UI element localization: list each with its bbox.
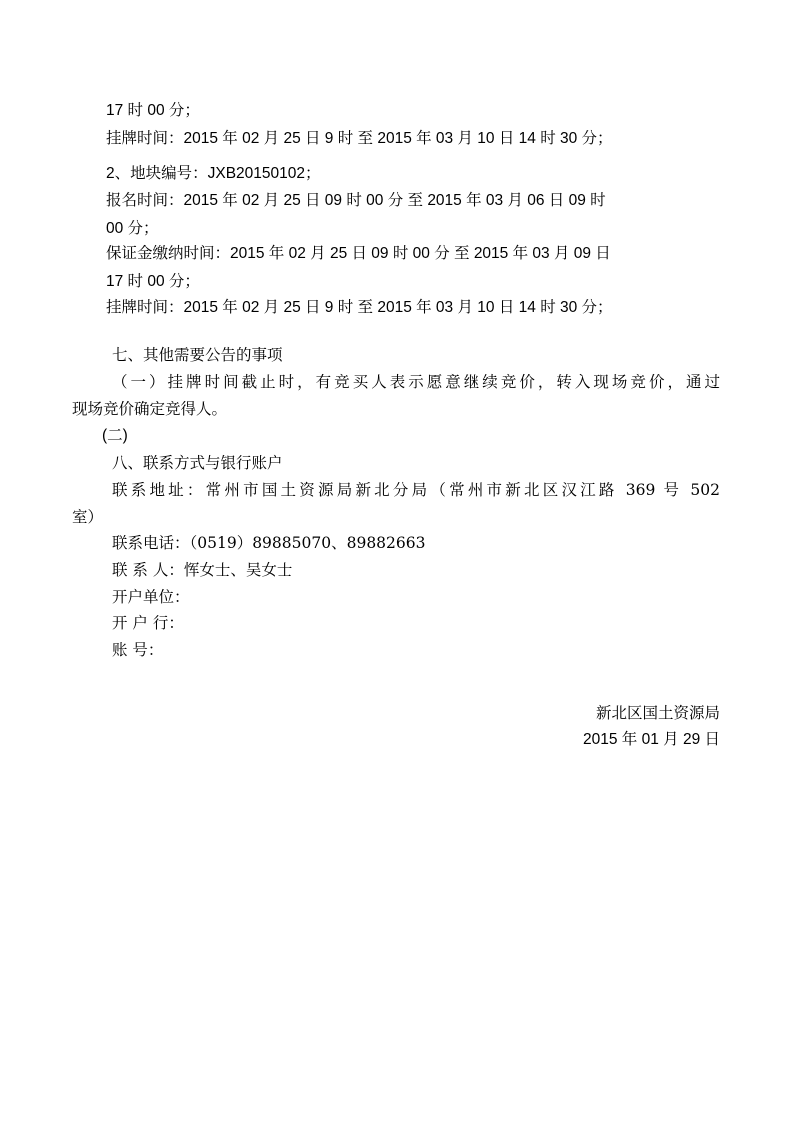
signature-date: 2015 年 01 月 29 日 [583,731,720,748]
contact-address-line2: 室） [72,508,104,526]
deposit-time-line-cont: 17 时 00 分； [106,273,200,290]
listing-time-line: 挂牌时间：2015 年 02 月 25 日 9 时 至 2015 年 03 月 10 日 14 时 30 分； [106,130,613,147]
section-8-heading: 八、联系方式与银行账户 [112,454,283,472]
contact-phone: 联系电话：（0519）89885070、89882663 [112,534,426,552]
contact-person: 联 系 人：恽女士、吴女士 [112,561,293,579]
listing-time-line-2: 挂牌时间：2015 年 02 月 25 日 9 时 至 2015 年 03 月 10 日 14 时 30 分； [106,299,613,316]
bank-name: 开 户 行： [112,614,184,632]
signature-organization: 新北区国土资源局 [595,704,720,722]
account-unit: 开户单位： [112,588,190,606]
section-7-paragraph-line1: （一）挂牌时间截止时，有竞买人表示愿意继续竞价，转入现场竞价，通过 [112,373,720,391]
section-7-item-2: (二) [102,427,128,444]
deposit-end-time-line: 17 时 00 分； [106,102,200,119]
registration-time-line-cont: 00 分； [106,220,159,237]
registration-time-line: 报名时间：2015 年 02 月 25 日 09 时 00 分 至 2015 年 03 月 06 日 09 时 [106,192,606,209]
contact-address-line1: 联系地址：常州市国土资源局新北分局（常州市新北区汉江路 369 号 502 [112,481,720,499]
section-7-heading: 七、其他需要公告的事项 [112,346,283,364]
account-number: 账 号： [112,641,164,659]
deposit-time-line: 保证金缴纳时间：2015 年 02 月 25 日 09 时 00 分 至 2015 年 03 月 09 日 [106,245,611,262]
plot-number-line: 2、地块编号：JXB20150102； [106,165,321,182]
section-7-paragraph-line2: 现场竞价确定竞得人。 [72,400,228,418]
